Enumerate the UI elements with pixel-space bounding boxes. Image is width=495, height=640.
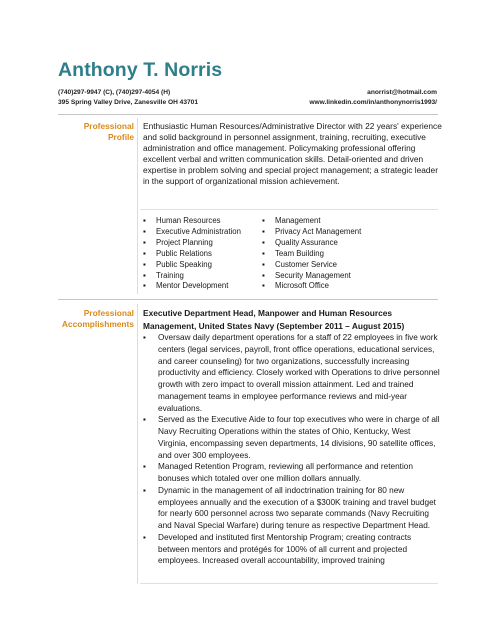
header-divider bbox=[58, 114, 438, 115]
accomplishments-vertical-divider bbox=[137, 304, 138, 584]
skill-item: ▪ Customer Service bbox=[262, 260, 361, 271]
skills-list-right bbox=[262, 216, 361, 292]
skill-item: ▪ Executive Administration bbox=[143, 227, 241, 238]
bottom-divider bbox=[140, 583, 438, 584]
skill-item: ▪ Mentor Development bbox=[143, 281, 241, 292]
contact-left bbox=[58, 88, 198, 108]
home-address: 395 Spring Valley Drive, Zanesville OH 43701 bbox=[58, 99, 199, 106]
skill-item: ▪ Human Resources bbox=[143, 216, 241, 227]
email-address[interactable]: anorrist@hotmail.com bbox=[367, 89, 437, 96]
job-title: Executive Department Head, Manpower and Human Resources Management, United States Navy (September 2011 – August 2015) bbox=[143, 308, 405, 331]
contact-right bbox=[309, 88, 437, 108]
profile-vertical-divider bbox=[137, 118, 138, 294]
skill-item: ▪ Public Speaking bbox=[143, 260, 241, 271]
accomplishment-item: ▪ Served as the Executive Aide to four top executives who were in charge of all Navy Recruiting Operations within the states of Ohio, Kentucky, West Virginia, encompassing seven departments, 14 divisions, 90 satellite offices, and over 300 employees. bbox=[143, 414, 441, 461]
accomplishment-item: ▪ Managed Retention Program, reviewing all performance and retention bonuses which totaled over one million dollars annually. bbox=[143, 461, 441, 485]
section-label-accomplishments: Professional Accomplishments bbox=[61, 308, 134, 329]
skill-item: ▪ Training bbox=[143, 271, 241, 282]
skill-item: ▪ Public Relations bbox=[143, 249, 241, 260]
section-label-profile: Professional Profile bbox=[83, 121, 134, 142]
skill-item: ▪ Project Planning bbox=[143, 238, 241, 249]
accomplishment-item: ▪ Dynamic in the management of all indoctrination training for 80 new employees annually and the execution of a $300K training and travel budget for nearly 600 personnel across two separate commands (Navy Recruiting and Naval Special Warfare) during tenure as respective Department Head. bbox=[143, 485, 441, 532]
profile-summary: Enthusiastic Human Resources/Administrative Director with 22 years' experience and solid background in personnel assignment, training, recruiting, executive administration and office management. Policymaking professional offering excellent verbal and written communication skills. Detail-oriented and driven expertise in problem solving and special project management; a strategic leader in the support of organizational mission achievement. bbox=[143, 121, 442, 187]
skills-list-left bbox=[143, 216, 241, 292]
profile-summary-divider bbox=[140, 209, 438, 210]
phone-numbers: (740)297-9947 (C), (740)297-4054 (H) bbox=[58, 89, 171, 96]
skill-item: ▪ Team Building bbox=[262, 249, 361, 260]
skill-item: ▪ Microsoft Office bbox=[262, 281, 361, 292]
accomplishment-item: ▪ Developed and instituted first Mentorship Program; creating contracts between mentors and protégés for 100% of all current and projected employees. Increased overall accountability, improved training bbox=[143, 532, 441, 567]
skill-item: ▪ Privacy Act Management bbox=[262, 227, 361, 238]
linkedin-url[interactable]: www.linkedin.com/in/anthonynorris1993/ bbox=[309, 99, 437, 106]
skill-item: ▪ Management bbox=[262, 216, 361, 227]
skill-item: ▪ Quality Assurance bbox=[262, 238, 361, 249]
accomplishment-bullets bbox=[143, 332, 441, 567]
skill-item: ▪ Security Management bbox=[262, 271, 361, 282]
candidate-name: Anthony T. Norris bbox=[58, 59, 223, 81]
accomplishment-item: ▪ Oversaw daily department operations for a staff of 22 employees in five work centers (legal services, payroll, front office operations, educational services, and career counseling) for two organizations, successfully increasing productivity and efficiency. Closely worked with Operations to drive personnel growth with zero impact to overall mission attainment. Led and trained management teams in employee performance reviews and mid-year evaluations. bbox=[143, 332, 441, 414]
section-divider bbox=[58, 299, 438, 300]
